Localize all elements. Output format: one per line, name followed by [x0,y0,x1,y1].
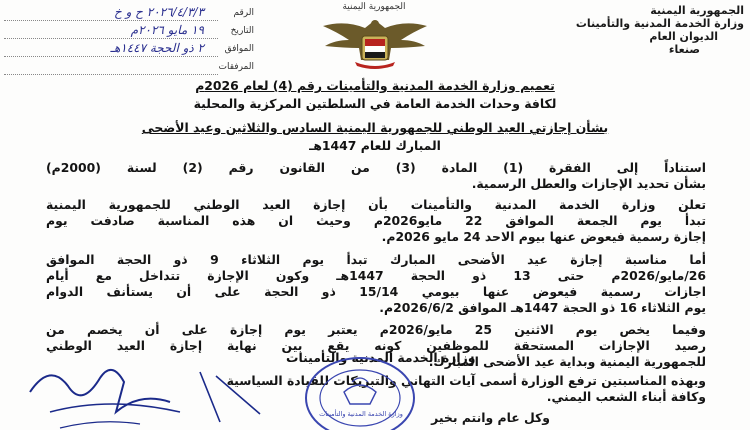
body-line: يوم الثلاثاء 16 ذو الحجة 1447هـ الموافق 2026/6/2م. [379,300,706,315]
meta-value: ٢ ذو الحجة ١٤٤٧هـ [110,41,204,55]
circular-subject: بشأن إجازتي العيد الوطني للجمهورية اليمنية السادس والثلاثين وعيد الأضحى [141,120,609,135]
letterhead-line: الديوان العام [649,30,718,43]
body-line: 26/مايو/2026م حتى 13 ذو الحجة 1447هـ وكون الإجازة تتداخل مع أيام [46,268,707,283]
official-stamp-icon [300,352,420,430]
meta-label: المرفقات [218,62,254,72]
body-line: للجمهورية اليمنية وبداية عيد الأضحى المبارك. [428,354,706,369]
circular-title: تعميم وزارة الخدمة المدنية والتأمينات رقم (4) لعام 2026م [195,78,555,93]
meta-label: الرقم [233,8,254,18]
body-line: تعلن وزارة الخدمة المدنية والتأمينات بأن إجازة العيد الوطني للجمهورية اليمنية [46,197,706,212]
letterhead-line: وزارة الخدمة المدنية والتأمينات [575,17,744,30]
eagle-emblem-icon [315,14,435,72]
letterhead-line: الجمهورية اليمنية [650,4,744,17]
body-line: أما مناسبة إجازة عيد الأضحى المبارك تبدأ يوم الثلاثاء 9 ذو الحجة الموافق [46,252,707,267]
emblem-caption: الجمهورية اليمنية [342,2,406,12]
meta-value: ٢٠٢٦/٤/٣/٣ ح و خ [114,5,204,19]
body-line: وبهذه المناسبتين ترفع الوزارة أسمى آيات التهاني والتبريكات للقيادة السياسية [226,373,706,388]
reference-attachments-row [4,60,254,78]
body-line: وفيما يخص يوم الاثنين 25 مايو/2026م يعتبر يوم إجازة على أن يخصم من [46,322,706,337]
circular-subject-cont: المبارك للعام 1447هـ [309,138,441,153]
stamp-text: وزارة الخدمة المدنية والتأمينات [319,410,403,418]
reference-hijri-row [4,42,254,60]
reference-date-row [4,24,254,42]
body-line: وكافة أبناء الشعب اليمني. [546,389,706,404]
body-line: إجازة رسمية فيعوض عنها بيوم الاحد 24 مايو 2026م. [381,229,706,244]
circular-recipients: لكافة وحدات الخدمة العامة في السلطتين المركزية والمحلية [193,96,557,111]
meta-label: الموافق [224,44,254,54]
meta-line [4,74,218,75]
meta-value: ١٩ مايو ٢٠٢٦م [130,23,204,37]
reference-block [4,6,254,78]
meta-line [4,20,218,21]
letterhead-line: صنعاء [668,43,700,56]
body-line: بشأن تحديد الإجازات والعطل الرسمية. [471,176,706,191]
letterhead-right [575,4,744,56]
closing-line: وكل عام وانتم بخير [431,410,550,425]
reference-number-row [4,6,254,24]
body-line: اجازات رسمية فيعوض عنها بيومي 15/14 ذو الحجة على أن يستأنف الدوام [46,284,706,299]
body-line: تبدأ يوم الجمعة الموافق 22 مايو2026م وحيث ان هذه المناسبة صادفت يوم [46,213,707,228]
meta-label: التاريخ [230,26,254,36]
body-line: رصيد الإجازات المستحقة للموظفين كونه يقع بين نهاية إجازة العيد الوطني [46,338,706,353]
signer-title: وزارة الخدمة المدنية والتأمينات [286,350,476,365]
meta-line [4,56,218,57]
meta-line [4,38,218,39]
body-line: استناداً إلى الفقرة (1) المادة (3) من القانون رقم (2) لسنة (2000م) [46,160,706,175]
